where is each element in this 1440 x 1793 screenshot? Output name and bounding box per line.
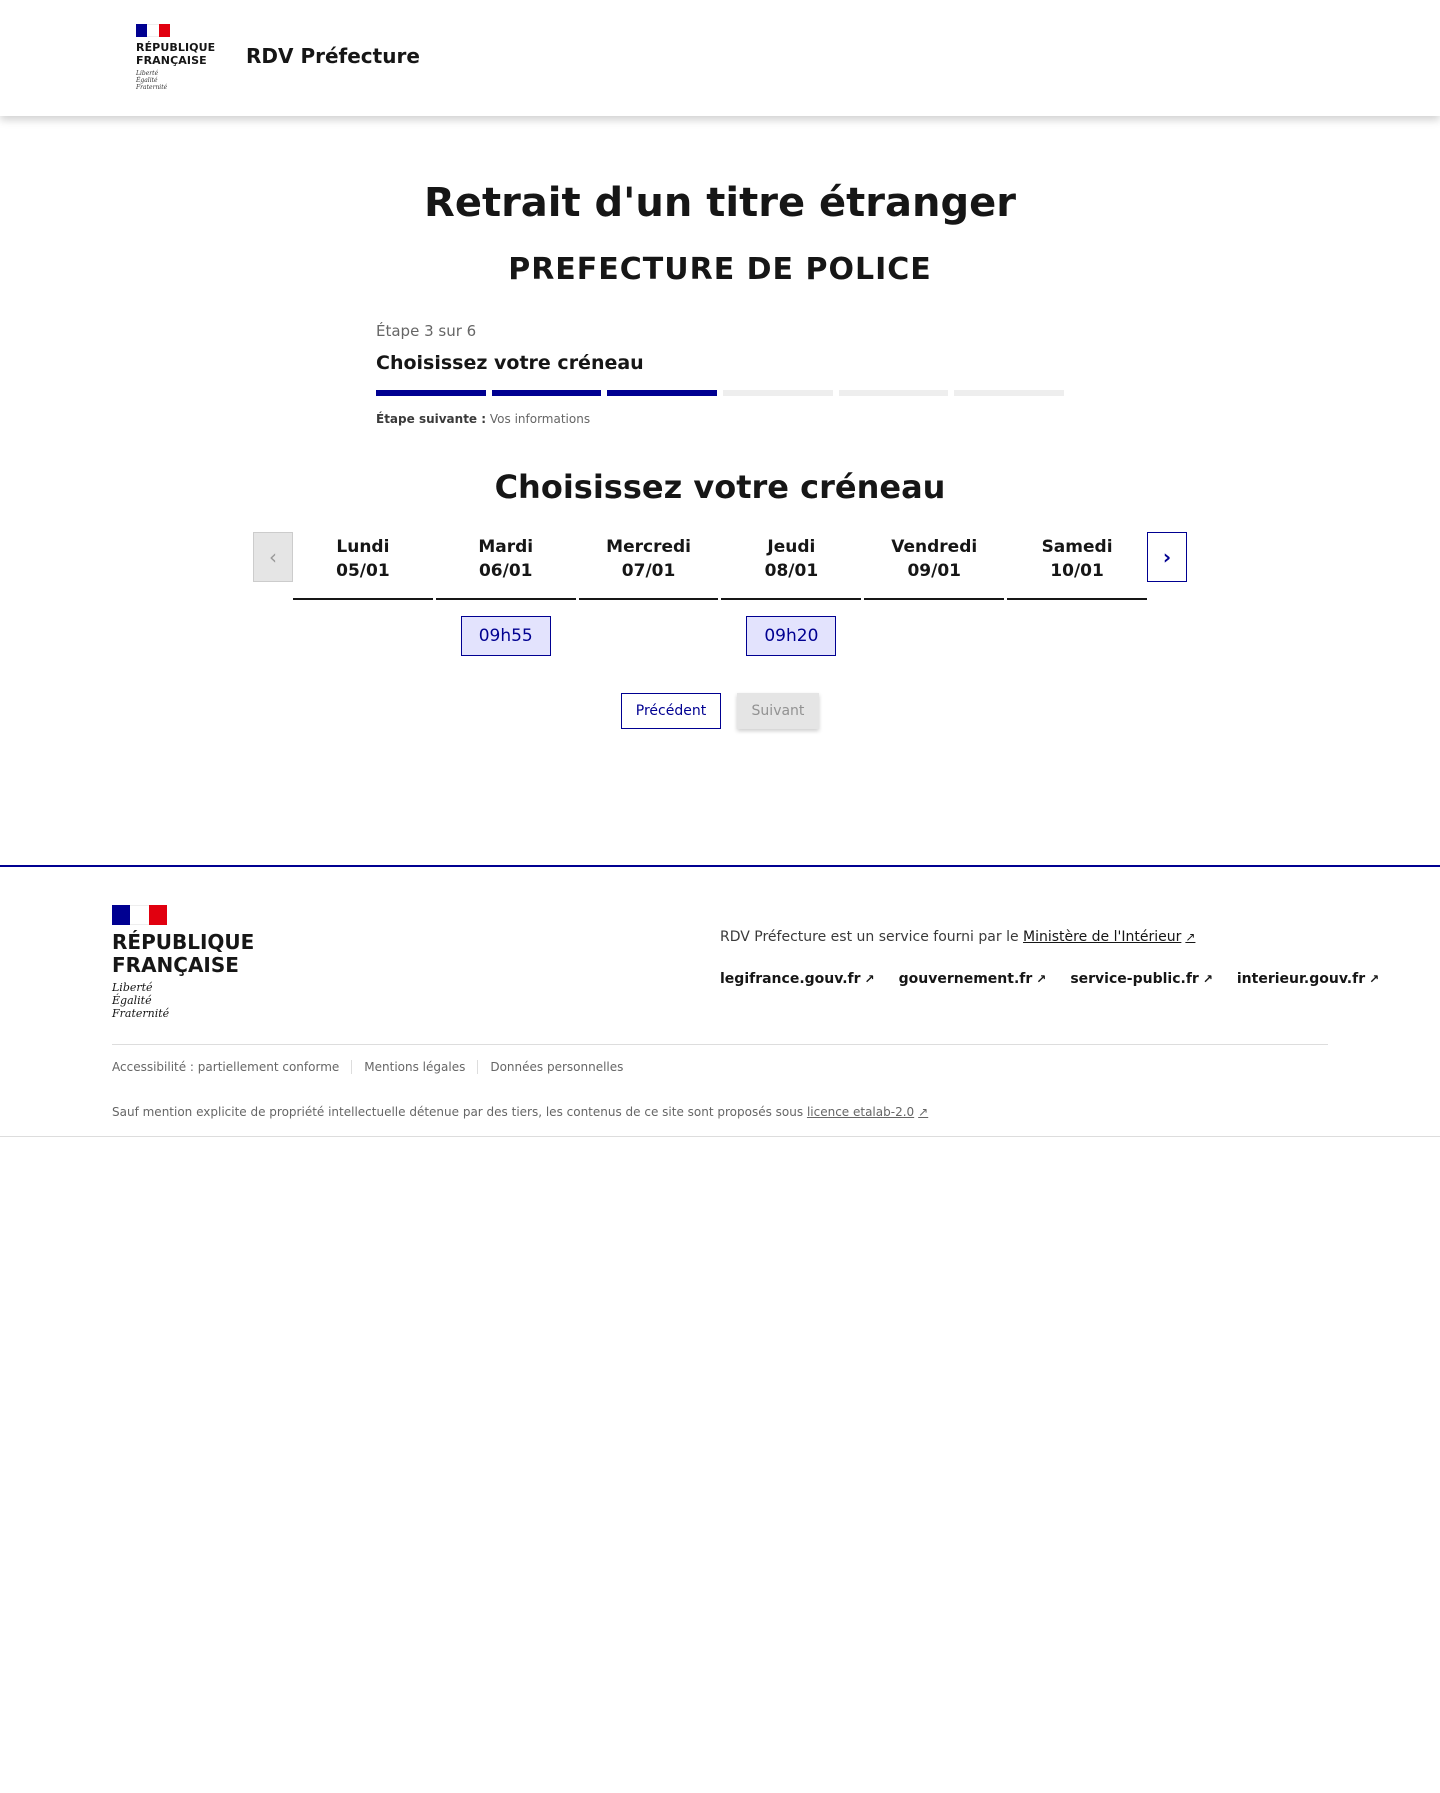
interieur-link-label: interieur.gouv.fr <box>1236 971 1366 987</box>
stepper-next-label: Étape suivante : <box>376 412 487 426</box>
accessibility-link[interactable]: Accessibilité : partiellement conforme <box>112 1060 340 1074</box>
day-date: 06/01 <box>478 561 533 581</box>
day-header <box>436 532 576 600</box>
stepper-progress <box>376 390 1064 396</box>
day-column <box>293 532 433 670</box>
devise-fraternite: Fraternité <box>112 1007 170 1020</box>
previous-week-button[interactable] <box>253 532 293 582</box>
interieur-link[interactable] <box>1237 971 1379 987</box>
chevron-left-icon: ‹ <box>269 545 277 569</box>
day-header <box>579 532 719 600</box>
slot-calendar <box>293 532 1147 670</box>
footer-logo-text: RÉPUBLIQUE FRANÇAISE <box>112 930 255 977</box>
day-header <box>1007 532 1147 600</box>
external-link-icon: ↗ <box>1369 972 1380 986</box>
day-name: Samedi <box>1041 537 1113 557</box>
day-name: Jeudi <box>767 537 816 557</box>
day-slots <box>579 600 719 670</box>
site-header <box>0 0 1440 116</box>
external-link-icon: ↗ <box>1185 930 1196 944</box>
day-column <box>1007 532 1147 670</box>
footer-republique-francaise-logo[interactable] <box>112 905 272 1020</box>
legifrance-link-label: legifrance.gouv.fr <box>720 971 861 987</box>
stepper-title: Choisissez votre créneau <box>376 352 644 374</box>
day-header <box>864 532 1004 600</box>
day-header <box>721 532 861 600</box>
service-title[interactable]: RDV Préfecture <box>246 44 420 68</box>
day-date: 08/01 <box>764 561 819 581</box>
service-public-link-label: service-public.fr <box>1070 971 1199 987</box>
external-link-icon: ↗ <box>1202 972 1213 986</box>
devise-egalite: Égalité <box>112 994 152 1007</box>
time-slot-button[interactable]: 09h20 <box>746 616 836 656</box>
legifrance-link[interactable] <box>720 971 875 987</box>
footer-bottom-links <box>112 1060 635 1074</box>
service-public-link[interactable] <box>1070 971 1213 987</box>
day-column <box>579 532 719 670</box>
day-name: Lundi <box>336 537 390 557</box>
stepper-bar-segment <box>839 390 949 396</box>
footer-description-text: RDV Préfecture est un service fourni par le <box>720 929 1019 945</box>
stepper-bar-segment <box>723 390 833 396</box>
external-link-icon: ↗ <box>1036 972 1047 986</box>
license-text: Sauf mention explicite de propriété intellectuelle détenue par des tiers, les contenus de ce site sont proposés sous <box>112 1105 804 1119</box>
footer-divider <box>112 1044 1328 1045</box>
day-column <box>721 532 861 670</box>
stepper-state: Étape 3 sur 6 <box>376 322 477 340</box>
day-slots <box>436 600 576 670</box>
personal-data-link[interactable]: Données personnelles <box>477 1060 635 1074</box>
ministere-link-label: Ministère de l'Intérieur <box>1023 929 1182 945</box>
day-column <box>436 532 576 670</box>
logo-text: RÉPUBLIQUE FRANÇAISE <box>136 41 216 67</box>
chevron-right-icon: › <box>1162 545 1172 569</box>
site-footer <box>0 865 1440 1137</box>
next-button[interactable]: Suivant <box>737 693 819 729</box>
devise-liberte: Liberté <box>112 981 153 994</box>
stepper-bar-segment <box>492 390 602 396</box>
ministere-link[interactable] <box>1023 929 1195 945</box>
day-date: 07/01 <box>621 561 676 581</box>
day-name: Mercredi <box>606 537 691 557</box>
stepper-next-step <box>376 412 1064 426</box>
external-link-icon: ↗ <box>918 1105 929 1119</box>
footer-logo-devise <box>112 981 272 1020</box>
marianne-flag-icon <box>112 905 167 925</box>
day-slots <box>293 600 433 670</box>
footer-description <box>720 929 1195 945</box>
next-week-button[interactable] <box>1147 532 1187 582</box>
marianne-flag-icon <box>136 24 170 37</box>
day-name: Vendredi <box>891 537 978 557</box>
license-link-label: licence etalab-2.0 <box>806 1105 915 1119</box>
legal-notice-link[interactable]: Mentions légales <box>351 1060 477 1074</box>
prefecture-name: PREFECTURE DE POLICE <box>508 252 932 287</box>
day-column <box>864 532 1004 670</box>
day-date: 09/01 <box>907 561 961 581</box>
external-link-icon: ↗ <box>864 972 875 986</box>
gouvernement-link-label: gouvernement.fr <box>898 971 1033 987</box>
stepper-bar-segment <box>954 390 1064 396</box>
stepper-bar-segment <box>607 390 717 396</box>
stepper-bar-segment <box>376 390 486 396</box>
footer-partner-links <box>720 971 1379 987</box>
previous-button[interactable]: Précédent <box>621 693 721 729</box>
day-date: 05/01 <box>336 561 390 581</box>
footer-license <box>112 1105 928 1119</box>
day-slots <box>1007 600 1147 670</box>
logo-devise: Liberté Égalité Fraternité <box>136 70 168 91</box>
day-slots <box>864 600 1004 670</box>
gouvernement-link[interactable] <box>899 971 1047 987</box>
page-title: Retrait d'un titre étranger <box>424 180 1016 226</box>
time-slot-button[interactable]: 09h55 <box>461 616 551 656</box>
republique-francaise-logo[interactable] <box>136 24 226 91</box>
stepper <box>376 322 1064 426</box>
day-header <box>293 532 433 600</box>
license-link[interactable] <box>807 1105 928 1119</box>
day-name: Mardi <box>478 537 534 557</box>
stepper-next-value: Vos informations <box>489 412 591 426</box>
day-slots <box>721 600 861 670</box>
day-date: 10/01 <box>1050 561 1104 581</box>
slots-title: Choisissez votre créneau <box>494 468 946 506</box>
